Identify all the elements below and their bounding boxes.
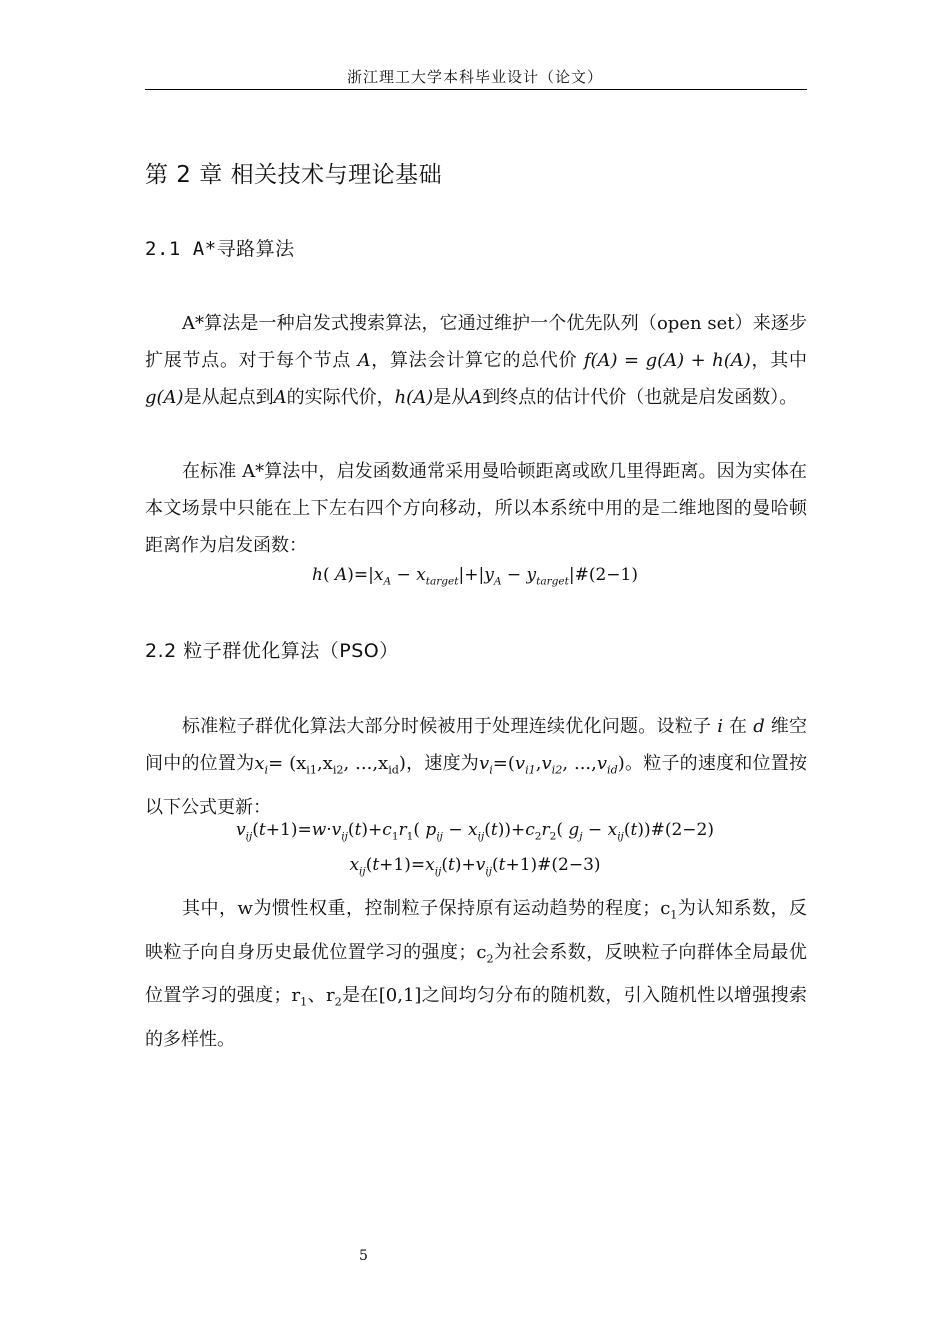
page-header: 浙江理工大学本科毕业设计（论文）: [346, 68, 603, 86]
formula-2-1-tag: #(2−1): [574, 565, 638, 585]
formula-2-3: $x_{ij}(t+1)=x_{ij}(t)+v_{ij}(t+1)\#(2-3)$: [349, 855, 601, 878]
formula-2-1: h( $A)=|x_A - x_{target}|+|y_A$ − $y_{target}|\#(2-1)$: [311, 565, 638, 588]
formula-2-2-tag: #(2−2): [650, 820, 714, 840]
chapter-title: 第 2 章 相关技术与理论基础: [145, 162, 443, 188]
formula-2-1-lhs: h( A): [311, 565, 354, 585]
section-title-astar: 2.1 A*寻路算法: [145, 238, 295, 260]
formula-2-3-tag: #(2−3): [537, 855, 601, 875]
section-title-pso: 2.2 粒子群优化算法（PSO）: [145, 640, 399, 662]
paragraph-heuristic: 在标准 A*算法中，启发函数通常采用曼哈顿距离或欧几里得距离。因为实体在本文场景中只能在上下左右四个方向移动，所以本系统中用的是二维地图的曼哈顿距离作为启发函数：: [145, 461, 807, 556]
page-number: 5: [359, 1248, 368, 1264]
formula-2-2: $v_{ij}(t+1)=w\cdot v_{ij}(t)+c_1r_1$( $p_{ij} - x_{ij}(t))+c_2r_2$( $g_j$ − $x_{ij}(t))\#(2-2)$: [236, 820, 714, 843]
paragraph-pso-intro: 标准粒子群优化算法大部分时候被用于处理连续优化问题。设粒子 i 在 d 维空间中的位置为$x_i= (x_{i1},x_{i2}$, $...,x_{id}$)，速度为$v_i=(v_{i1},v_{i2}$, $...,v_{id}$)。粒子的速度和位置按以下公式更新：: [145, 716, 807, 818]
paragraph-astar-intro: A*算法是一种启发式搜索算法，它通过维护一个优先队列（open set）来逐步扩展节点。对于每个节点 A，算法会计算它的总代价 f(A) = g(A) + h(A)，其中 g(A)是从起点到A的实际代价，h(A)是从A到终点的估计代价（也就是启发函数）。: [145, 313, 807, 408]
header-rule: [145, 89, 807, 90]
paragraph-pso-params: 其中，w为惯性权重，控制粒子保持原有运动趋势的程度；$c_1$为认知系数，反映粒子向自身历史最优位置学习的强度；$c_2$为社会系数，反映粒子向群体全局最优位置学习的强度；$r_1$、$r_2$是在[0,1]之间均匀分布的随机数，引入随机性以增强搜索的多样性。: [145, 898, 808, 1050]
